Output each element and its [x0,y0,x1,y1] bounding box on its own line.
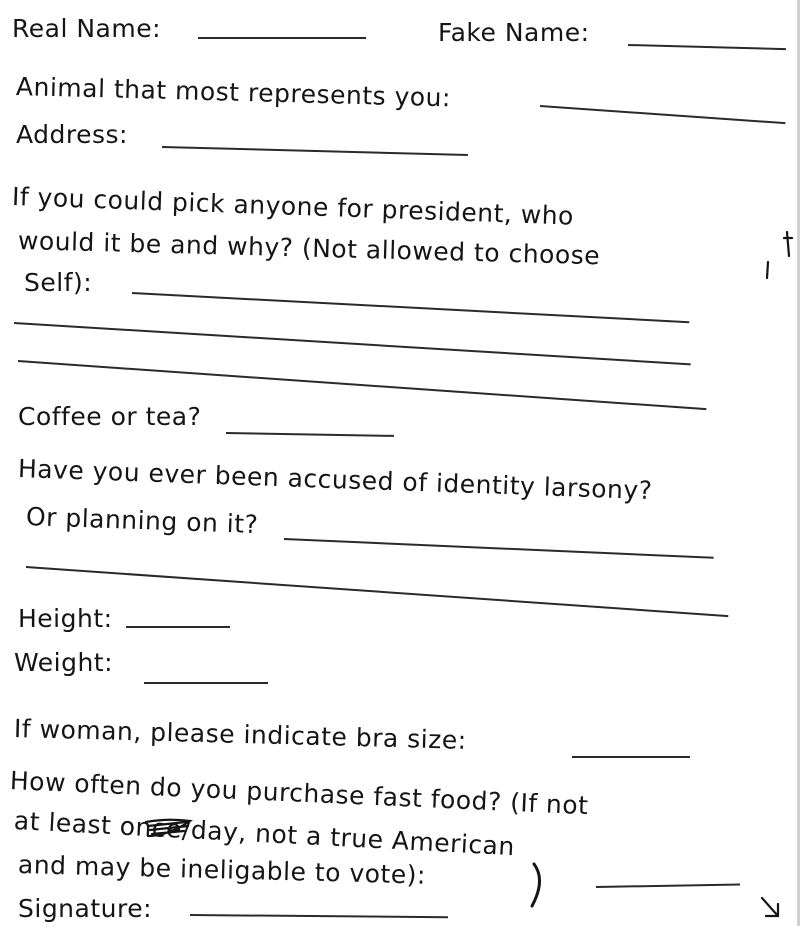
height-label: Height: [18,604,113,633]
arrow-mark [762,898,778,916]
address-label: Address: [16,120,128,149]
president-question-line2: would it be and why? (Not allowed to choose [17,226,601,271]
edge-mark-bottom [767,262,768,278]
real-name-label: Real Name: [12,14,162,43]
accused-question-line1: Have you ever been accused of identity larsony? [17,454,653,506]
fastfood-question-line1: How often do you purchase fast food? (If not [9,766,590,821]
coffee-tea-label: Coffee or tea? [18,402,202,431]
edge-mark-top [784,232,792,256]
president-question-line3: Self): [24,268,93,297]
bra-size-label: If woman, please indicate bra size: [13,714,467,755]
president-question-line1: If you could pick anyone for president, who [11,182,575,231]
weight-label: Weight: [14,648,114,677]
fastfood-question-line3: and may be ineligable to vote): [17,850,427,890]
signature-label: Signature: [18,894,153,923]
animal-label: Animal that most represents you: [15,72,452,113]
fastfood-question-line2: at least once/day, not a true American [13,806,516,862]
fake-name-label: Fake Name: [438,18,590,47]
closing-bracket-mark [532,864,540,906]
accused-question-line2: Or planning on it? [25,502,259,540]
